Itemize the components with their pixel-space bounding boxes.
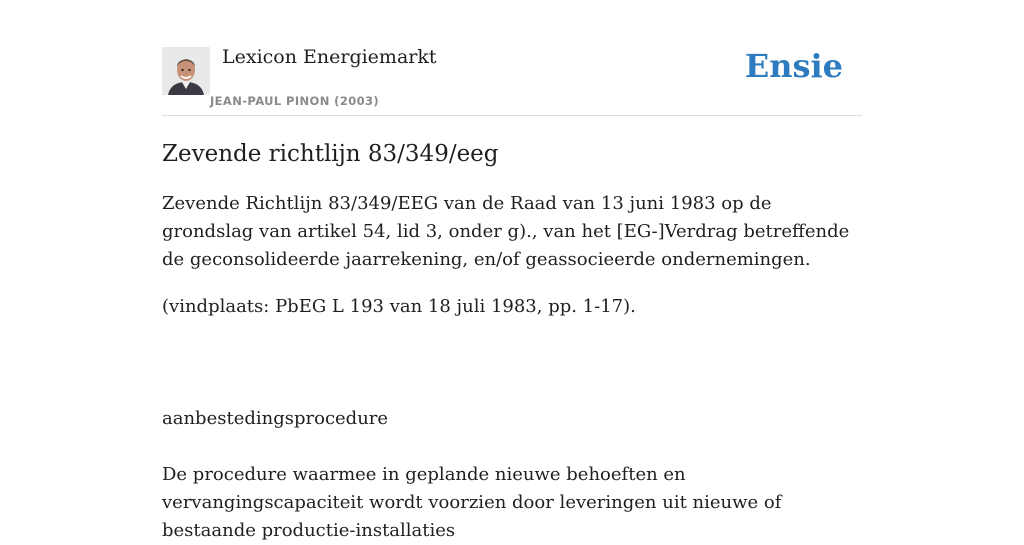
lexicon-title[interactable]: Lexicon Energiemarkt	[222, 46, 437, 68]
avatar[interactable]	[162, 47, 210, 95]
content	[162, 138, 862, 545]
author-portrait-icon	[162, 47, 210, 95]
entry-source: (vindplaats: PbEG L 193 van 18 juli 1983, pp. 1-17).	[162, 296, 636, 317]
entry-definition: Zevende Richtlijn 83/349/EEG van de Raad van 13 juni 1983 op de grondslag van artikel 54, lid 3, onder g)., van het [EG-]Verdrag betreffende de geconsolideerde jaarrekening, en/of geassocieerde ondernemingen.	[162, 193, 850, 270]
header	[162, 0, 862, 116]
next-entry-term[interactable]: aanbestedingsprocedure	[162, 408, 389, 429]
author-name: JEAN-PAUL PINON (2003)	[210, 94, 380, 108]
brand-logo[interactable]: Ensie	[744, 47, 843, 85]
entry-title: Zevende richtlijn 83/349/eeg	[162, 141, 499, 167]
next-entry-definition: De procedure waarmee in geplande nieuwe behoeften en vervangingscapaciteit wordt voorzien door leveringen uit nieuwe of bestaande productie-installaties	[162, 464, 782, 541]
